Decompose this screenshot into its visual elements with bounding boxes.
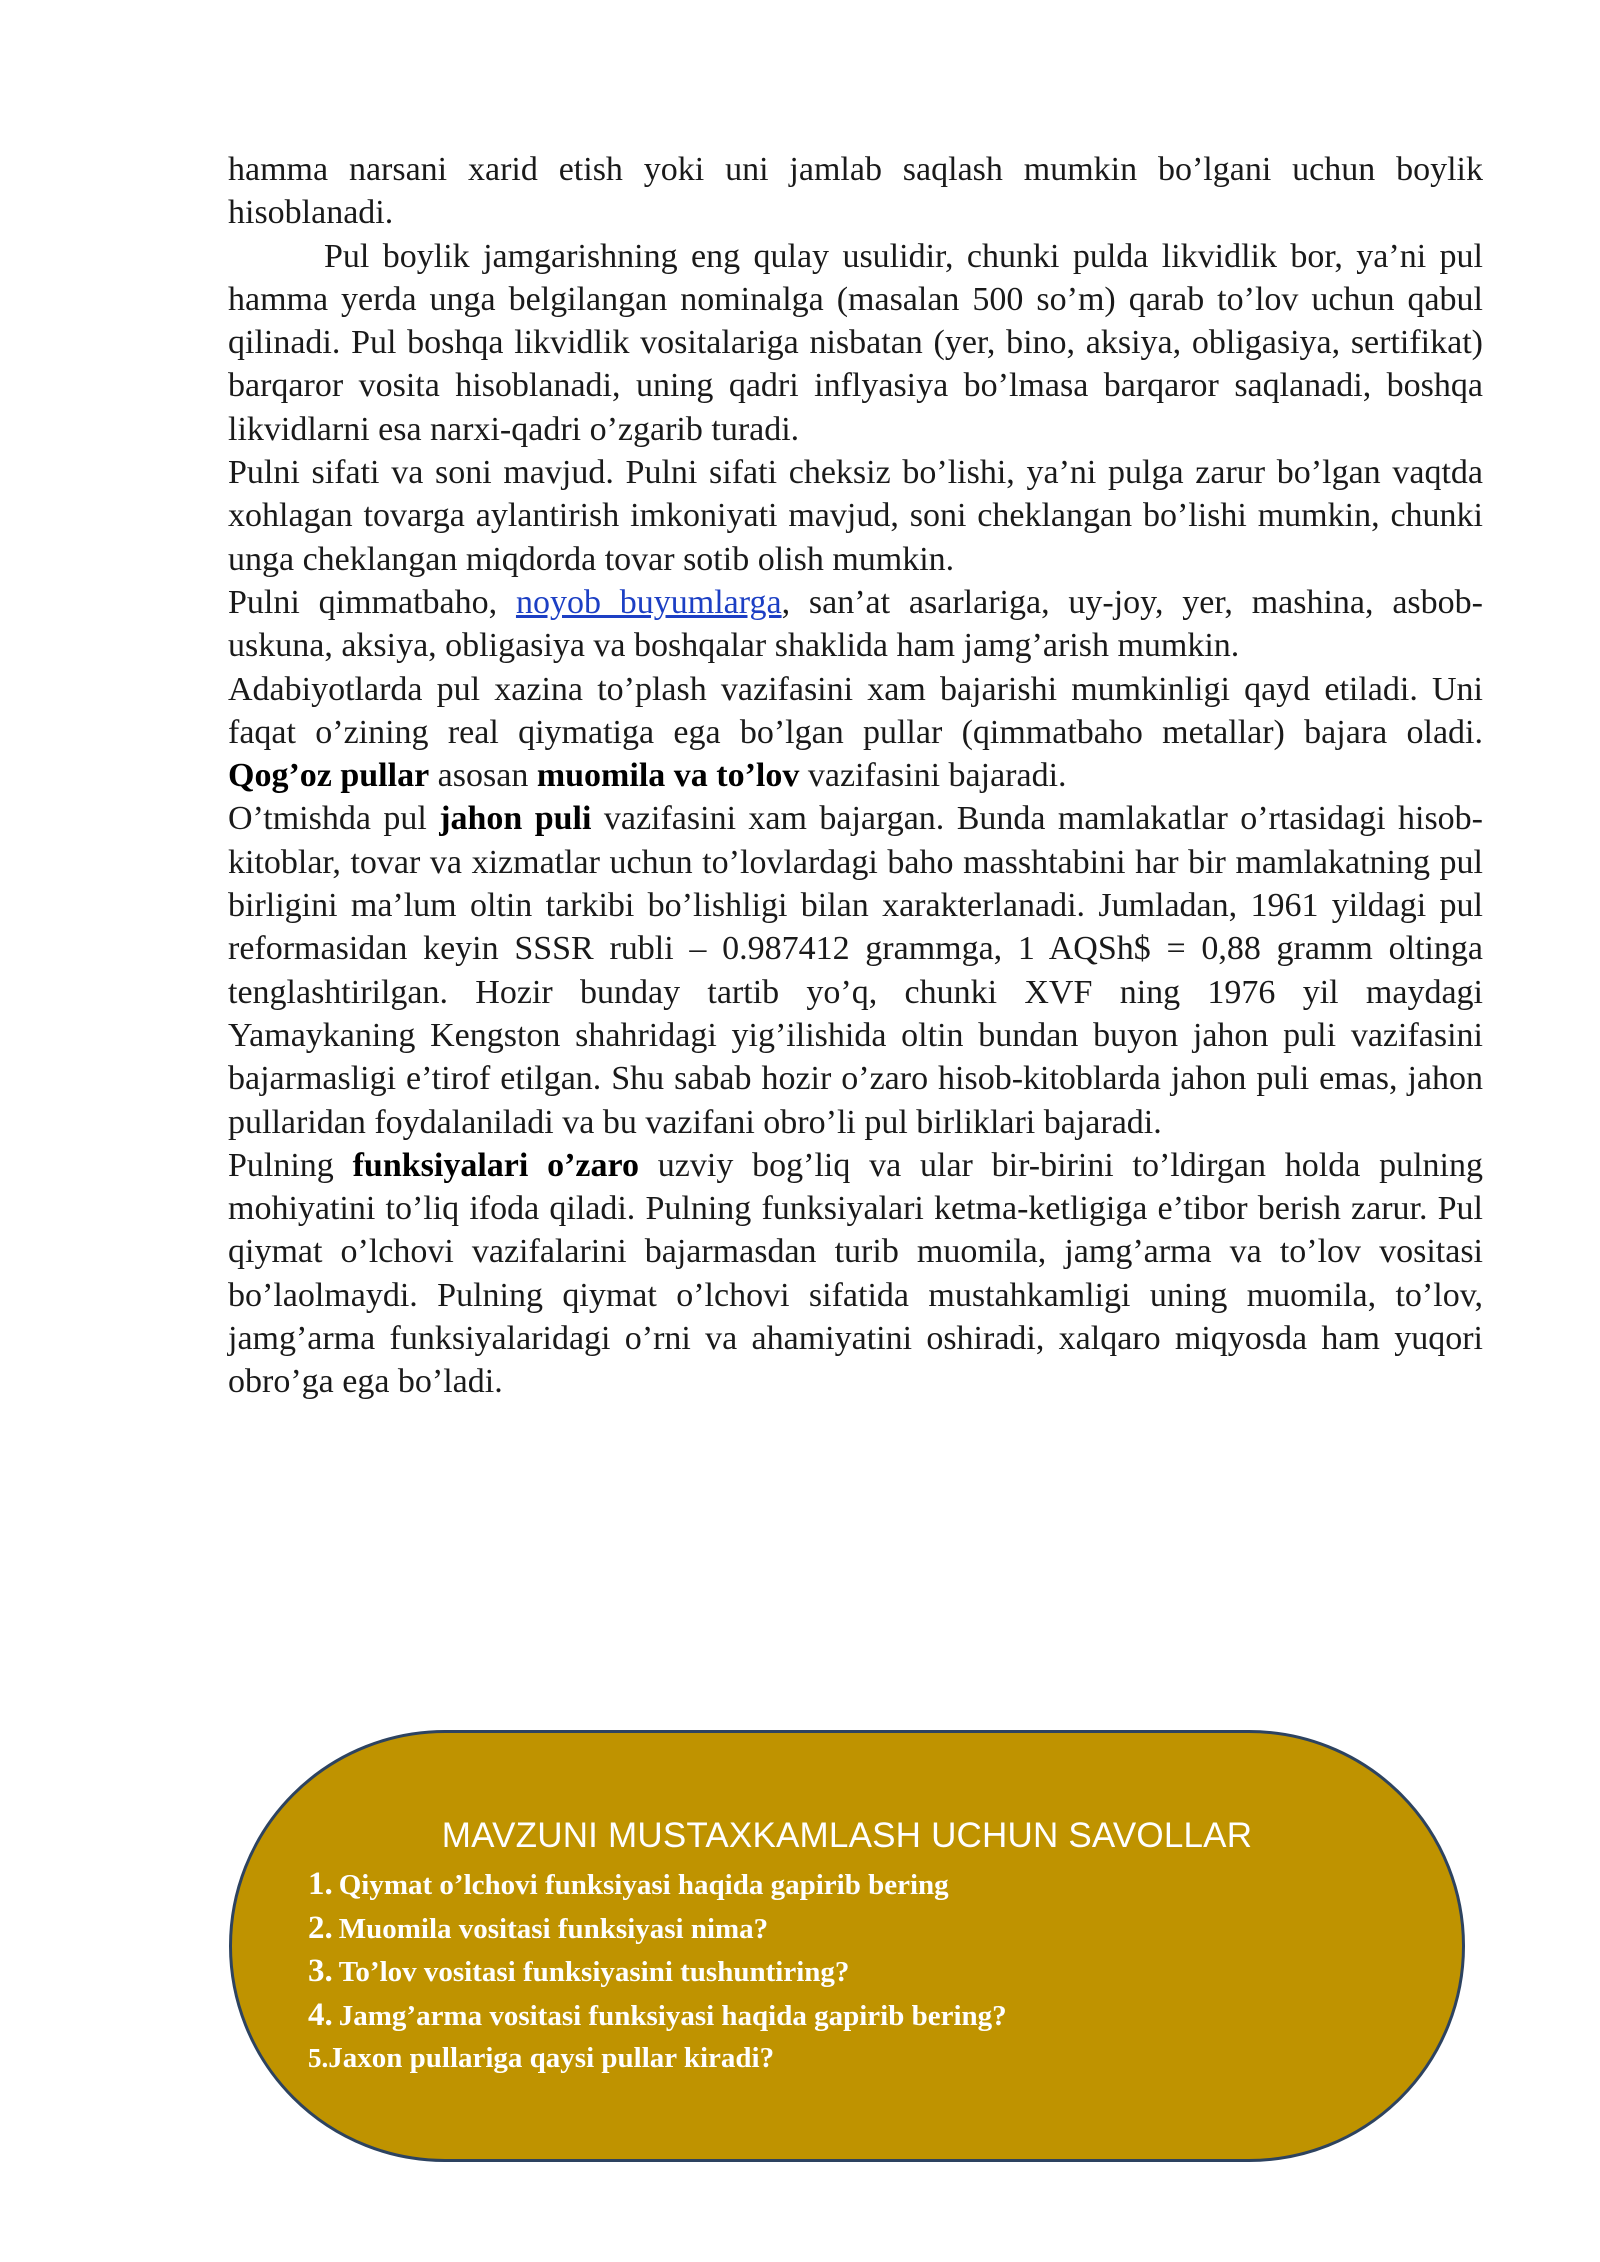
paragraph-6-text-b: vazifasini xam bajargan. Bunda mamlakatlar o’rtasidagi hisob-kitoblar, tovar va xizmatlar uchun to’lovlardagi baho masshtabini har bir mamlakatning pul birligini ma’lum oltin tarkibi bo’lishligi bilan xarakterlanadi. Jumladan, 1961 yildagi pul reformasidan keyin SSSR rubli – 0.987412 grammga, 1 AQSh$ = 0,88 gramm oltinga tenglashtirilgan. Hozir bunday tartib yo’q, chunki XVF ning 1976 yil maydagi Yamaykaning Kengston shahridagi yig’ilishida oltin bundan buyon jahon puli vazifasini bajarmasligi e’tirof etilgan. Shu sabab hozir o’zaro hisob-kitoblarda jahon puli emas, jahon pullaridan foydalaniladi va bu vazifani obro’li pul birliklari bajaradi.	[228, 800, 1483, 1141]
question-item	[308, 1950, 1007, 1994]
question-text: Muomila vositasi funksiyasi nima?	[338, 1912, 769, 1945]
paragraph-6	[228, 797, 1483, 1143]
noyob-buyumlarga-link[interactable]: noyob buyumlarga	[515, 583, 782, 621]
question-number: 3.	[308, 1953, 333, 1989]
paragraph-5-bold-1: Qog’oz pullar	[228, 757, 430, 795]
paragraph-1: hamma narsani xarid etish yoki uni jamlab saqlash mumkin bo’lgani uchun boylik hisoblanadi.	[228, 151, 1483, 232]
paragraph-5-text-b: asosan	[429, 757, 537, 795]
paragraph-5-text-a: Adabiyotlarda pul xazina to’plash vazifasini xam bajarishi mumkinligi qayd etiladi. Uni faqat o’zining real qiymatiga ega bo’lgan pullar (qimmatbaho metallar) bajara oladi.	[228, 670, 1483, 751]
paragraph-3: Pulni sifati va soni mavjud. Pulni sifati cheksiz bo’lishi, ya’ni pulga zarur bo’lgan vaqtda xohlagan tovarga aylantirish imkoniyati mavjud, soni cheklangan bo’lishi mumkin, chunki unga cheklangan miqdorda tovar sotib olish mumkin.	[228, 454, 1483, 578]
question-item	[308, 1863, 1007, 1907]
paragraph-7-bold: funksiyalari o’zaro	[352, 1146, 639, 1184]
paragraph-7	[228, 1144, 1483, 1404]
paragraph-7-text-a: Pulning	[228, 1146, 353, 1184]
paragraph-7-text-b: uzviy bog’liq va ular bir-birini to’ldirgan holda pulning mohiyatini to’liq ifoda qiladi. Pulning funksiyalari ketma-ketligiga e’tibor berish zarur. Pul qiymat o’lchovi vazifalarini bajarmasdan turib muomila, jamg’arma va to’lov vositasi bo’laolmaydi. Pulning qiymat o’lchovi sifatida mustahkamligi uning muomila, to’lov, jamg’arma funksiyalaridagi o’rni va ahamiyatini oshiradi, xalqaro miqyosda ham yuqori obro’ga ega bo’ladi.	[228, 1146, 1483, 1401]
paragraph-6-bold: jahon puli	[439, 800, 592, 838]
question-item	[308, 1994, 1007, 2038]
document-body	[228, 148, 1483, 1404]
paragraph-5-text-c: vazifasini bajaradi.	[799, 757, 1067, 795]
paragraph-5-bold-2: muomila va to’lov	[536, 757, 800, 795]
question-text: Qiymat o’lchovi funksiyasi haqida gapirib bering	[338, 1869, 949, 1901]
paragraph-6-text-a: O’tmishda pul	[228, 800, 440, 838]
paragraph-5	[228, 668, 1483, 798]
question-number: 4.	[308, 1996, 333, 2033]
question-number: 5.	[308, 2043, 329, 2073]
question-text: To’lov vositasi funksiyasini tushuntiring?	[338, 1956, 850, 1988]
paragraph-4-text-b: , san’at asarlariga, uy-joy, yer, mashina, asbob-uskuna, aksiya, obligasiya va boshqalar shaklida ham jamg’arish mumkin.	[228, 583, 1483, 665]
paragraph-4	[228, 581, 1483, 668]
review-questions-title: MAVZUNI MUSTAXKAMLASH UCHUN SAVOLLAR	[441, 1816, 1253, 1855]
paragraph-4-text-a: Pulni qimmatbaho,	[228, 583, 516, 621]
question-text: Jamg’arma vositasi funksiyasi haqida gapirib bering?	[338, 1999, 1007, 2032]
paragraph-2: Pul boylik jamgarishning eng qulay usulidir, chunki pulda likvidlik bor, ya’ni pul hamma yerda unga belgilangan nominalga (masalan 500 so’m) qarab to’lov uchun qabul qilinadi. Pul boshqa likvidlik vositalariga nisbatan (yer, bino, aksiya, obligasiya, sertifikat) barqaror vosita hisoblanadi, uning qadri inflyasiya bo’lmasa barqaror saqlanadi, boshqa likvidlarni esa narxi-qadri o’zgarib turadi.	[228, 237, 1483, 448]
question-number: 1.	[308, 1866, 333, 1902]
review-questions-list	[308, 1863, 1007, 2080]
question-item	[308, 2037, 1007, 2080]
review-questions-box	[229, 1730, 1465, 2162]
question-item	[308, 1907, 1007, 1951]
question-text: Jaxon pullariga qaysi pullar kiradi?	[328, 2042, 775, 2074]
question-number: 2.	[308, 1909, 333, 1946]
